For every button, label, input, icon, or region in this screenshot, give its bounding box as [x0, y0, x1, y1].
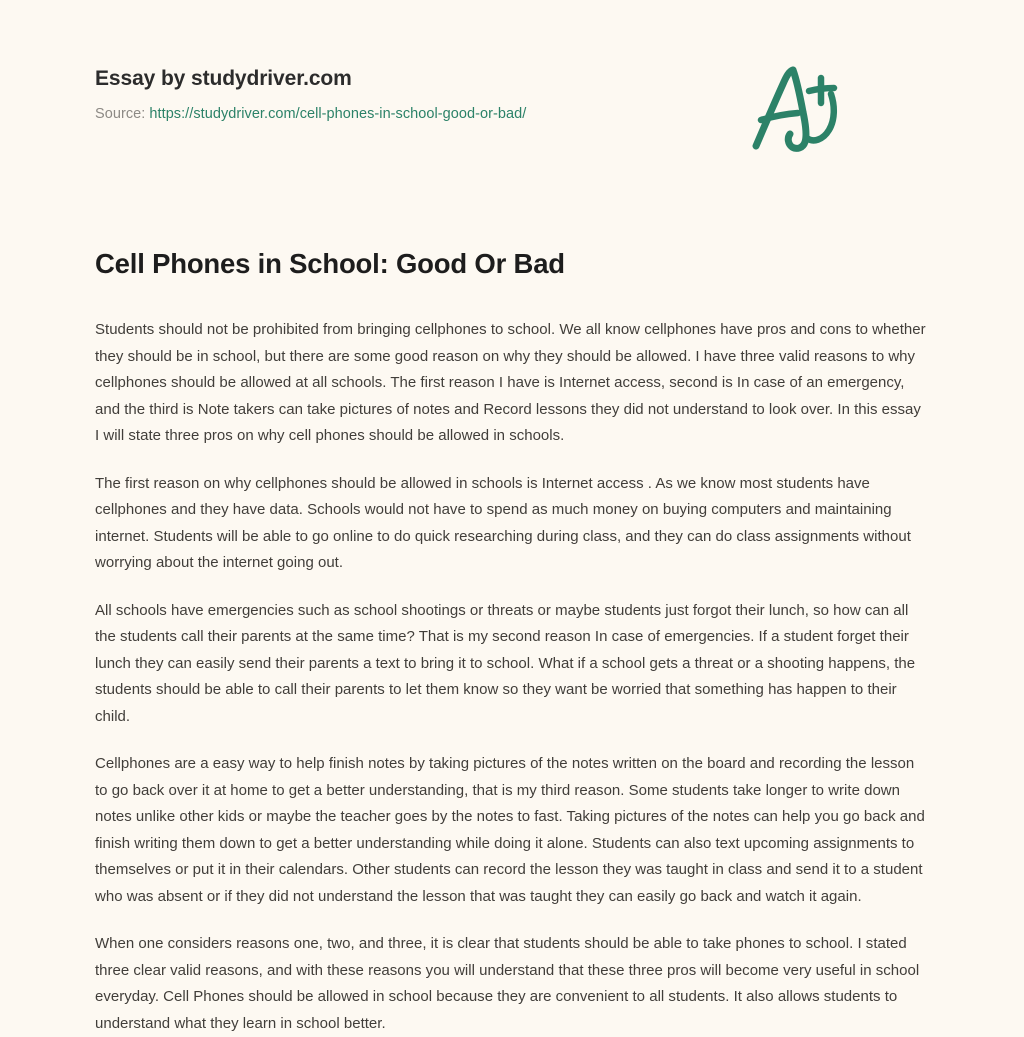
- a-plus-logo-icon[interactable]: [743, 62, 851, 158]
- source-url-link[interactable]: https://studydriver.com/cell-phones-in-school-good-or-bad/: [149, 106, 527, 123]
- essay-paragraph: Students should not be prohibited from bringing cellphones to school. We all know cellphones have pros and cons to whether they should be in school, but there are some good reason on why they should be allowed. I have three valid reasons to why cellphones should be allowed at all schools. The first reason I have is Internet access, second is In case of an emergency, and the third is Note takers can take pictures of notes and Record lessons they did not understand to look over. In this essay I will state three pros on why cell phones should be allowed in schools.: [95, 321, 926, 445]
- essay-paragraph: All schools have emergencies such as school shootings or threats or maybe students just forgot their lunch, so how can all the students call their parents at the same time? That is my second reason In case of emergencies. If a student forget their lunch they can easily send their parents a text to bring it to school. What if a school gets a threat or a shooting happens, the students should be able to call their parents to let them know so they want be worried that something has happen to their child.: [95, 601, 916, 725]
- brand-title: Essay by studydriver.com: [95, 67, 352, 90]
- essay-body: [95, 281, 929, 1037]
- page-title: Cell Phones in School: Good Or Bad: [95, 248, 565, 279]
- source-label: Source:: [95, 106, 146, 123]
- essay-paragraph: When one considers reasons one, two, and three, it is clear that students should be able to take phones to school. I stated three clear valid reasons, and with these reasons you will understand that these three pros will become very useful in school everyday. Cell Phones should be allowed in school because they are convenient to all students. It also allows students to understand what they learn in school better.: [95, 935, 920, 1032]
- essay-paragraph: The first reason on why cellphones should be allowed in schools is Internet access . As we know most students have cellphones and they have data. Schools would not have to spend as much money on buying computers and maintaining internet. Students will be able to go online to do quick researching during class, and they can do class assignments without worrying about the internet going out.: [95, 474, 911, 572]
- page-header: [95, 0, 929, 123]
- essay-paragraph: Cellphones are a easy way to help finish notes by taking pictures of the notes written on the board and recording the lesson to go back over it at home to get a better understanding, that is my third reason. Some students take longer to write down notes unlike other kids or maybe the teacher goes by the notes to fast. Taking pictures of the notes can help you go back and finish writing them down to get a better understanding while doing it alone. Students can also text upcoming assignments to themselves or put it in their calendars. Other students can record the lesson they was taught in class and send it to a student who was absent or if they did not understand the lesson that was taught they can easily go back and watch it again.: [95, 755, 925, 905]
